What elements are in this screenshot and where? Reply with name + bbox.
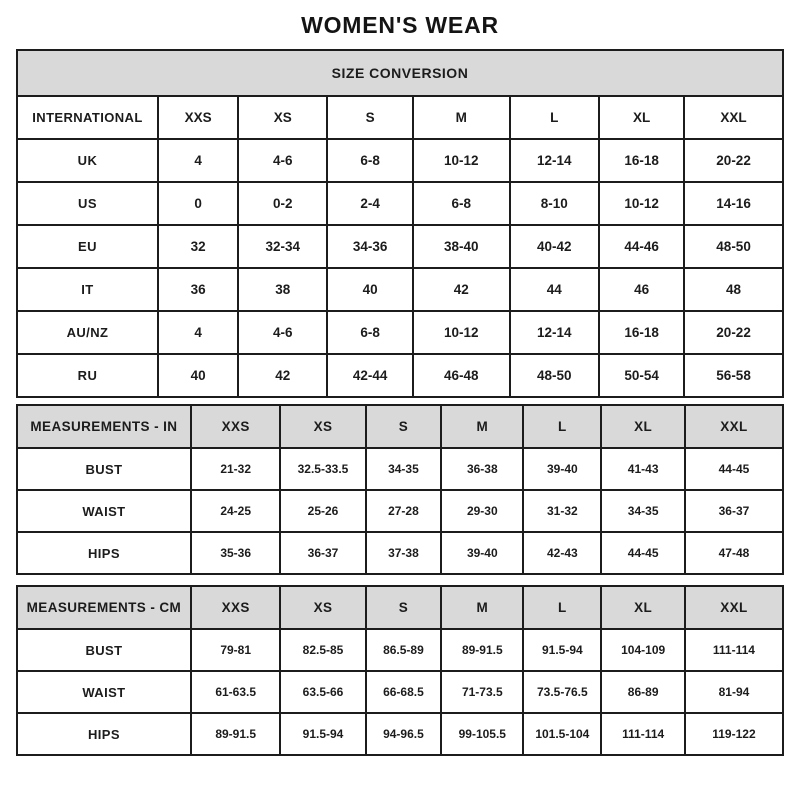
value-cell: 12-14 xyxy=(510,139,600,182)
size-cell: M xyxy=(441,586,523,629)
table-row xyxy=(17,532,783,574)
value-cell: 89-91.5 xyxy=(191,713,281,755)
value-cell: 39-40 xyxy=(523,448,601,490)
value-cell: 48 xyxy=(684,268,783,311)
size-cell: XXL xyxy=(685,586,783,629)
value-cell: 104-109 xyxy=(601,629,684,671)
value-cell: 47-48 xyxy=(685,532,783,574)
table-row xyxy=(17,490,783,532)
value-cell: 37-38 xyxy=(366,532,442,574)
table-row xyxy=(17,311,783,354)
size-cell: L xyxy=(523,586,601,629)
size-cell: XL xyxy=(599,96,684,139)
table-row xyxy=(17,354,783,397)
value-cell: 91.5-94 xyxy=(523,629,601,671)
value-cell: 10-12 xyxy=(413,139,510,182)
value-cell: 4-6 xyxy=(238,311,327,354)
value-cell: 38-40 xyxy=(413,225,510,268)
value-cell: 4 xyxy=(158,139,238,182)
value-cell: 46 xyxy=(599,268,684,311)
value-cell: 36 xyxy=(158,268,238,311)
value-cell: 111-114 xyxy=(685,629,783,671)
value-cell: 6-8 xyxy=(413,182,510,225)
value-cell: 25-26 xyxy=(280,490,365,532)
table-row xyxy=(17,225,783,268)
value-cell: 10-12 xyxy=(413,311,510,354)
table-row xyxy=(17,671,783,713)
value-cell: 94-96.5 xyxy=(366,713,442,755)
value-cell: 86.5-89 xyxy=(366,629,442,671)
value-cell: 40 xyxy=(327,268,413,311)
value-cell: 46-48 xyxy=(413,354,510,397)
value-cell: 34-35 xyxy=(601,490,684,532)
row-label: WAIST xyxy=(17,671,191,713)
size-cell: XXL xyxy=(684,96,783,139)
value-cell: 36-38 xyxy=(441,448,523,490)
value-cell: 32-34 xyxy=(238,225,327,268)
size-cell: S xyxy=(366,586,442,629)
size-cell: XXS xyxy=(158,96,238,139)
value-cell: 0-2 xyxy=(238,182,327,225)
value-cell: 82.5-85 xyxy=(280,629,365,671)
row-label: BUST xyxy=(17,629,191,671)
table-row xyxy=(17,586,783,629)
value-cell: 91.5-94 xyxy=(280,713,365,755)
value-cell: 24-25 xyxy=(191,490,281,532)
row-label: WAIST xyxy=(17,490,191,532)
size-cell: L xyxy=(523,405,601,448)
table-row xyxy=(17,448,783,490)
value-cell: 36-37 xyxy=(280,532,365,574)
size-cell: M xyxy=(413,96,510,139)
measurements-cm-table xyxy=(16,585,784,756)
measurements-cm-title: MEASUREMENTS - CM xyxy=(17,586,191,629)
table-row xyxy=(17,629,783,671)
size-cell: XXS xyxy=(191,586,281,629)
value-cell: 16-18 xyxy=(599,139,684,182)
table-row xyxy=(17,50,783,96)
value-cell: 42 xyxy=(238,354,327,397)
row-label: EU xyxy=(17,225,158,268)
value-cell: 44 xyxy=(510,268,600,311)
value-cell: 73.5-76.5 xyxy=(523,671,601,713)
size-cell: XS xyxy=(238,96,327,139)
value-cell: 44-45 xyxy=(601,532,684,574)
value-cell: 10-12 xyxy=(599,182,684,225)
size-cell: S xyxy=(366,405,442,448)
value-cell: 40 xyxy=(158,354,238,397)
value-cell: 56-58 xyxy=(684,354,783,397)
value-cell: 99-105.5 xyxy=(441,713,523,755)
value-cell: 66-68.5 xyxy=(366,671,442,713)
value-cell: 0 xyxy=(158,182,238,225)
size-cell: XS xyxy=(280,405,365,448)
value-cell: 4 xyxy=(158,311,238,354)
row-label: RU xyxy=(17,354,158,397)
value-cell: 34-35 xyxy=(366,448,442,490)
value-cell: 14-16 xyxy=(684,182,783,225)
size-conversion-title: SIZE CONVERSION xyxy=(17,50,783,96)
size-cell: XXL xyxy=(685,405,783,448)
row-label: UK xyxy=(17,139,158,182)
value-cell: 31-32 xyxy=(523,490,601,532)
value-cell: 63.5-66 xyxy=(280,671,365,713)
row-label: HIPS xyxy=(17,532,191,574)
size-cell: XS xyxy=(280,586,365,629)
size-cell: M xyxy=(441,405,523,448)
value-cell: 27-28 xyxy=(366,490,442,532)
size-cell: S xyxy=(327,96,413,139)
table-row xyxy=(17,405,783,448)
value-cell: 2-4 xyxy=(327,182,413,225)
value-cell: 38 xyxy=(238,268,327,311)
row-label: HIPS xyxy=(17,713,191,755)
value-cell: 36-37 xyxy=(685,490,783,532)
row-label: INTERNATIONAL xyxy=(17,96,158,139)
value-cell: 32.5-33.5 xyxy=(280,448,365,490)
value-cell: 50-54 xyxy=(599,354,684,397)
value-cell: 86-89 xyxy=(601,671,684,713)
row-label: IT xyxy=(17,268,158,311)
value-cell: 79-81 xyxy=(191,629,281,671)
value-cell: 29-30 xyxy=(441,490,523,532)
value-cell: 119-122 xyxy=(685,713,783,755)
value-cell: 41-43 xyxy=(601,448,684,490)
value-cell: 81-94 xyxy=(685,671,783,713)
value-cell: 40-42 xyxy=(510,225,600,268)
table-row xyxy=(17,713,783,755)
size-cell: L xyxy=(510,96,600,139)
value-cell: 16-18 xyxy=(599,311,684,354)
row-label: BUST xyxy=(17,448,191,490)
size-cell: XL xyxy=(601,405,684,448)
value-cell: 39-40 xyxy=(441,532,523,574)
size-cell: XXS xyxy=(191,405,281,448)
value-cell: 101.5-104 xyxy=(523,713,601,755)
value-cell: 6-8 xyxy=(327,311,413,354)
value-cell: 89-91.5 xyxy=(441,629,523,671)
size-cell: XL xyxy=(601,586,684,629)
measurements-in-table xyxy=(16,404,784,575)
value-cell: 42-43 xyxy=(523,532,601,574)
value-cell: 32 xyxy=(158,225,238,268)
value-cell: 71-73.5 xyxy=(441,671,523,713)
table-row xyxy=(17,182,783,225)
measurements-in-title: MEASUREMENTS - IN xyxy=(17,405,191,448)
value-cell: 20-22 xyxy=(684,139,783,182)
value-cell: 21-32 xyxy=(191,448,281,490)
row-label: AU/NZ xyxy=(17,311,158,354)
value-cell: 48-50 xyxy=(684,225,783,268)
value-cell: 20-22 xyxy=(684,311,783,354)
value-cell: 4-6 xyxy=(238,139,327,182)
table-row xyxy=(17,96,783,139)
value-cell: 48-50 xyxy=(510,354,600,397)
value-cell: 42 xyxy=(413,268,510,311)
page-title: WOMEN'S WEAR xyxy=(301,12,499,38)
value-cell: 111-114 xyxy=(601,713,684,755)
row-label: US xyxy=(17,182,158,225)
value-cell: 34-36 xyxy=(327,225,413,268)
value-cell: 6-8 xyxy=(327,139,413,182)
value-cell: 42-44 xyxy=(327,354,413,397)
table-row xyxy=(17,139,783,182)
value-cell: 8-10 xyxy=(510,182,600,225)
value-cell: 44-45 xyxy=(685,448,783,490)
table-row xyxy=(17,268,783,311)
value-cell: 61-63.5 xyxy=(191,671,281,713)
value-cell: 44-46 xyxy=(599,225,684,268)
size-conversion-table xyxy=(16,49,784,398)
value-cell: 35-36 xyxy=(191,532,281,574)
value-cell: 12-14 xyxy=(510,311,600,354)
